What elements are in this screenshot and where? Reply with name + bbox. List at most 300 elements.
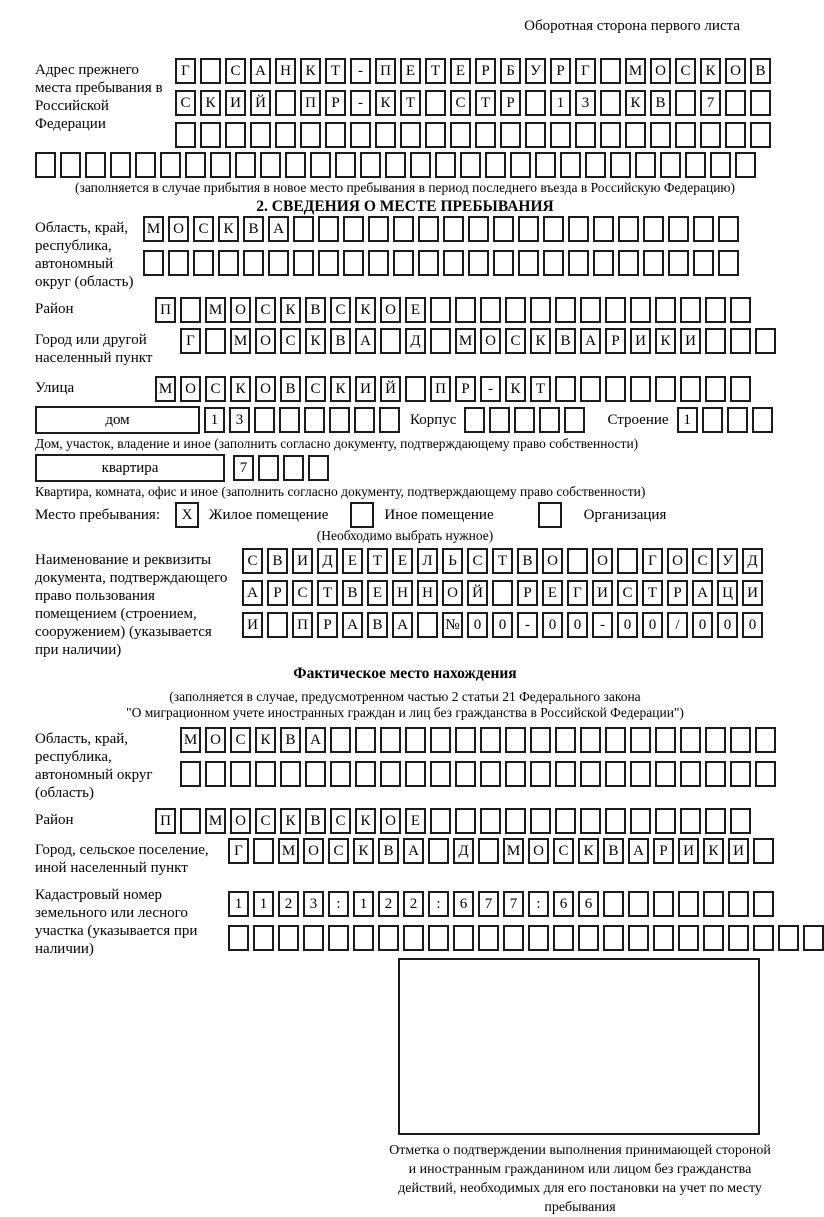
char-cell[interactable] — [530, 297, 551, 323]
char-cell[interactable]: М — [503, 838, 524, 864]
char-cell[interactable] — [393, 216, 414, 242]
char-cell[interactable]: 6 — [553, 891, 574, 917]
char-cell[interactable] — [267, 612, 288, 638]
char-cell[interactable]: В — [267, 548, 288, 574]
char-cell[interactable] — [500, 122, 521, 148]
char-cell[interactable]: В — [280, 376, 301, 402]
char-cell[interactable] — [260, 152, 281, 178]
char-cell[interactable]: К — [200, 90, 221, 116]
char-cell[interactable] — [593, 250, 614, 276]
char-cell[interactable] — [555, 761, 576, 787]
char-cell[interactable]: Р — [455, 376, 476, 402]
char-cell[interactable] — [730, 808, 751, 834]
char-cell[interactable]: О — [480, 328, 501, 354]
char-cell[interactable] — [350, 122, 371, 148]
char-cell[interactable]: С — [242, 548, 263, 574]
char-cell[interactable] — [705, 328, 726, 354]
char-cell[interactable]: 2 — [378, 891, 399, 917]
char-cell[interactable] — [530, 761, 551, 787]
char-cell[interactable]: Т — [642, 580, 663, 606]
char-cell[interactable]: И — [592, 580, 613, 606]
char-cell[interactable]: Р — [267, 580, 288, 606]
char-cell[interactable] — [368, 250, 389, 276]
char-cell[interactable] — [443, 216, 464, 242]
char-cell[interactable] — [680, 376, 701, 402]
char-cell[interactable] — [185, 152, 206, 178]
char-cell[interactable] — [530, 727, 551, 753]
char-cell[interactable]: В — [378, 838, 399, 864]
char-cell[interactable] — [778, 925, 799, 951]
char-cell[interactable]: С — [230, 727, 251, 753]
char-cell[interactable] — [555, 376, 576, 402]
char-cell[interactable] — [550, 122, 571, 148]
char-cell[interactable] — [668, 216, 689, 242]
char-cell[interactable]: Й — [380, 376, 401, 402]
char-cell[interactable]: О — [380, 297, 401, 323]
char-cell[interactable]: Т — [317, 580, 338, 606]
char-cell[interactable] — [528, 925, 549, 951]
char-cell[interactable] — [318, 250, 339, 276]
char-cell[interactable] — [753, 838, 774, 864]
char-cell[interactable]: Т — [475, 90, 496, 116]
char-cell[interactable]: 0 — [717, 612, 738, 638]
char-cell[interactable]: С — [330, 297, 351, 323]
char-cell[interactable]: В — [367, 612, 388, 638]
char-cell[interactable] — [693, 250, 714, 276]
char-cell[interactable] — [275, 90, 296, 116]
char-cell[interactable] — [605, 761, 626, 787]
char-cell[interactable]: Г — [180, 328, 201, 354]
char-cell[interactable]: И — [678, 838, 699, 864]
char-cell[interactable] — [703, 925, 724, 951]
char-cell[interactable] — [304, 407, 325, 433]
char-cell[interactable]: - — [592, 612, 613, 638]
char-cell[interactable] — [430, 328, 451, 354]
char-cell[interactable]: 1 — [204, 407, 225, 433]
char-cell[interactable] — [705, 297, 726, 323]
char-cell[interactable] — [555, 297, 576, 323]
char-cell[interactable]: Д — [453, 838, 474, 864]
char-cell[interactable] — [578, 925, 599, 951]
char-cell[interactable] — [180, 808, 201, 834]
char-cell[interactable] — [505, 761, 526, 787]
char-cell[interactable] — [617, 548, 638, 574]
char-cell[interactable] — [600, 58, 621, 84]
char-cell[interactable] — [660, 152, 681, 178]
char-cell[interactable] — [543, 216, 564, 242]
char-cell[interactable] — [343, 216, 364, 242]
char-cell[interactable]: 0 — [567, 612, 588, 638]
char-cell[interactable] — [510, 152, 531, 178]
char-cell[interactable] — [553, 925, 574, 951]
char-cell[interactable] — [430, 727, 451, 753]
char-cell[interactable] — [279, 407, 300, 433]
char-cell[interactable] — [705, 761, 726, 787]
char-cell[interactable]: М — [455, 328, 476, 354]
char-cell[interactable] — [680, 297, 701, 323]
char-cell[interactable]: В — [517, 548, 538, 574]
char-cell[interactable]: С — [692, 548, 713, 574]
char-cell[interactable] — [628, 925, 649, 951]
char-cell[interactable] — [730, 727, 751, 753]
char-cell[interactable]: А — [580, 328, 601, 354]
char-cell[interactable] — [435, 152, 456, 178]
char-cell[interactable]: О — [592, 548, 613, 574]
char-cell[interactable]: 0 — [542, 612, 563, 638]
char-cell[interactable]: К — [375, 90, 396, 116]
char-cell[interactable] — [489, 407, 510, 433]
char-cell[interactable] — [375, 122, 396, 148]
char-cell[interactable]: О — [650, 58, 671, 84]
char-cell[interactable]: Е — [450, 58, 471, 84]
char-cell[interactable]: 2 — [403, 891, 424, 917]
char-cell[interactable] — [525, 122, 546, 148]
char-cell[interactable]: Ц — [717, 580, 738, 606]
char-cell[interactable] — [730, 761, 751, 787]
char-cell[interactable] — [464, 407, 485, 433]
char-cell[interactable]: 6 — [578, 891, 599, 917]
char-cell[interactable]: 7 — [700, 90, 721, 116]
char-cell[interactable] — [735, 152, 756, 178]
char-cell[interactable]: С — [175, 90, 196, 116]
char-cell[interactable] — [210, 152, 231, 178]
char-cell[interactable]: К — [703, 838, 724, 864]
char-cell[interactable]: К — [700, 58, 721, 84]
char-cell[interactable] — [405, 727, 426, 753]
char-cell[interactable]: - — [350, 90, 371, 116]
char-cell[interactable]: Т — [367, 548, 388, 574]
char-cell[interactable] — [403, 925, 424, 951]
char-cell[interactable]: С — [675, 58, 696, 84]
char-cell[interactable]: 0 — [692, 612, 713, 638]
char-cell[interactable] — [630, 727, 651, 753]
char-cell[interactable]: 7 — [233, 455, 254, 481]
char-cell[interactable]: А — [242, 580, 263, 606]
char-cell[interactable] — [328, 925, 349, 951]
char-cell[interactable]: 1 — [677, 407, 698, 433]
char-cell[interactable] — [293, 250, 314, 276]
char-cell[interactable] — [585, 152, 606, 178]
char-cell[interactable]: 1 — [253, 891, 274, 917]
char-cell[interactable]: 7 — [478, 891, 499, 917]
char-cell[interactable] — [85, 152, 106, 178]
char-cell[interactable] — [218, 250, 239, 276]
char-cell[interactable] — [655, 808, 676, 834]
char-cell[interactable] — [580, 727, 601, 753]
char-cell[interactable] — [453, 925, 474, 951]
char-cell[interactable]: И — [680, 328, 701, 354]
char-cell[interactable] — [705, 376, 726, 402]
char-cell[interactable]: К — [300, 58, 321, 84]
char-cell[interactable] — [655, 376, 676, 402]
char-cell[interactable]: В — [650, 90, 671, 116]
char-cell[interactable]: И — [225, 90, 246, 116]
char-cell[interactable]: 3 — [229, 407, 250, 433]
char-cell[interactable]: Е — [342, 548, 363, 574]
char-cell[interactable]: Р — [317, 612, 338, 638]
char-cell[interactable]: С — [505, 328, 526, 354]
char-cell[interactable] — [693, 216, 714, 242]
char-cell[interactable] — [355, 761, 376, 787]
char-cell[interactable] — [455, 297, 476, 323]
char-cell[interactable] — [110, 152, 131, 178]
char-cell[interactable] — [605, 297, 626, 323]
char-cell[interactable]: А — [355, 328, 376, 354]
char-cell[interactable]: Н — [275, 58, 296, 84]
char-cell[interactable]: Н — [417, 580, 438, 606]
char-cell[interactable]: С — [255, 808, 276, 834]
char-cell[interactable] — [235, 152, 256, 178]
char-cell[interactable] — [360, 152, 381, 178]
char-cell[interactable] — [705, 727, 726, 753]
char-cell[interactable] — [628, 891, 649, 917]
char-cell[interactable] — [253, 838, 274, 864]
char-cell[interactable] — [428, 925, 449, 951]
char-cell[interactable] — [254, 407, 275, 433]
char-cell[interactable]: С — [205, 376, 226, 402]
char-cell[interactable] — [280, 761, 301, 787]
char-cell[interactable] — [655, 297, 676, 323]
char-cell[interactable]: Д — [742, 548, 763, 574]
char-cell[interactable] — [725, 90, 746, 116]
char-cell[interactable] — [478, 838, 499, 864]
char-cell[interactable]: Т — [400, 90, 421, 116]
char-cell[interactable]: Г — [228, 838, 249, 864]
char-cell[interactable] — [380, 328, 401, 354]
char-cell[interactable] — [700, 122, 721, 148]
char-cell[interactable] — [425, 122, 446, 148]
char-cell[interactable] — [653, 891, 674, 917]
char-cell[interactable]: О — [230, 297, 251, 323]
char-cell[interactable] — [180, 297, 201, 323]
char-cell[interactable]: И — [242, 612, 263, 638]
char-cell[interactable]: И — [742, 580, 763, 606]
char-cell[interactable]: - — [517, 612, 538, 638]
char-cell[interactable]: 0 — [617, 612, 638, 638]
char-cell[interactable]: О — [255, 376, 276, 402]
char-cell[interactable]: : — [528, 891, 549, 917]
char-cell[interactable] — [803, 925, 824, 951]
char-cell[interactable]: М — [278, 838, 299, 864]
char-cell[interactable]: Т — [425, 58, 446, 84]
char-cell[interactable]: 7 — [503, 891, 524, 917]
char-cell[interactable] — [175, 122, 196, 148]
char-cell[interactable] — [730, 376, 751, 402]
char-cell[interactable]: О — [442, 580, 463, 606]
char-cell[interactable]: Г — [575, 58, 596, 84]
char-cell[interactable]: О — [667, 548, 688, 574]
char-cell[interactable] — [417, 612, 438, 638]
char-cell[interactable]: С — [305, 376, 326, 402]
char-cell[interactable] — [243, 250, 264, 276]
char-cell[interactable]: И — [728, 838, 749, 864]
char-cell[interactable]: Е — [367, 580, 388, 606]
char-cell[interactable] — [275, 122, 296, 148]
char-cell[interactable]: В — [330, 328, 351, 354]
char-cell[interactable]: К — [330, 376, 351, 402]
char-cell[interactable] — [505, 297, 526, 323]
char-cell[interactable]: П — [155, 808, 176, 834]
char-cell[interactable]: М — [180, 727, 201, 753]
char-cell[interactable] — [635, 152, 656, 178]
char-cell[interactable]: С — [292, 580, 313, 606]
char-cell[interactable]: А — [268, 216, 289, 242]
char-cell[interactable] — [564, 407, 585, 433]
char-cell[interactable] — [668, 250, 689, 276]
char-cell[interactable] — [680, 808, 701, 834]
char-cell[interactable]: Е — [400, 58, 421, 84]
char-cell[interactable] — [258, 455, 279, 481]
char-cell[interactable]: П — [430, 376, 451, 402]
char-cell[interactable]: 1 — [353, 891, 374, 917]
char-cell[interactable] — [718, 216, 739, 242]
char-cell[interactable] — [492, 580, 513, 606]
char-cell[interactable] — [425, 90, 446, 116]
char-cell[interactable] — [580, 808, 601, 834]
char-cell[interactable] — [514, 407, 535, 433]
char-cell[interactable]: В — [750, 58, 771, 84]
char-cell[interactable] — [478, 925, 499, 951]
char-cell[interactable] — [625, 122, 646, 148]
char-cell[interactable]: К — [655, 328, 676, 354]
char-cell[interactable] — [725, 122, 746, 148]
char-cell[interactable]: М — [205, 297, 226, 323]
char-cell[interactable] — [468, 216, 489, 242]
char-cell[interactable] — [450, 122, 471, 148]
char-cell[interactable]: Г — [642, 548, 663, 574]
char-cell[interactable] — [475, 122, 496, 148]
char-cell[interactable] — [568, 216, 589, 242]
char-cell[interactable]: К — [355, 808, 376, 834]
char-cell[interactable]: - — [480, 376, 501, 402]
char-cell[interactable]: С — [330, 808, 351, 834]
char-cell[interactable]: О — [255, 328, 276, 354]
char-cell[interactable]: У — [525, 58, 546, 84]
char-cell[interactable]: Т — [530, 376, 551, 402]
char-cell[interactable] — [368, 216, 389, 242]
char-cell[interactable] — [330, 761, 351, 787]
char-cell[interactable] — [618, 250, 639, 276]
char-cell[interactable] — [300, 122, 321, 148]
char-cell[interactable]: И — [292, 548, 313, 574]
char-cell[interactable] — [505, 727, 526, 753]
char-cell[interactable] — [535, 152, 556, 178]
char-cell[interactable] — [380, 761, 401, 787]
char-cell[interactable] — [193, 250, 214, 276]
char-cell[interactable] — [493, 216, 514, 242]
char-cell[interactable] — [205, 328, 226, 354]
char-cell[interactable]: М — [205, 808, 226, 834]
char-cell[interactable]: А — [342, 612, 363, 638]
char-cell[interactable] — [600, 122, 621, 148]
char-cell[interactable] — [35, 152, 56, 178]
char-cell[interactable] — [755, 328, 776, 354]
char-cell[interactable]: Г — [567, 580, 588, 606]
char-cell[interactable]: / — [667, 612, 688, 638]
char-cell[interactable]: Е — [392, 548, 413, 574]
char-cell[interactable] — [630, 297, 651, 323]
checkbox-residential[interactable]: X — [175, 502, 199, 528]
char-cell[interactable]: : — [428, 891, 449, 917]
char-cell[interactable]: А — [392, 612, 413, 638]
char-cell[interactable]: К — [625, 90, 646, 116]
char-cell[interactable]: М — [230, 328, 251, 354]
char-cell[interactable] — [410, 152, 431, 178]
char-cell[interactable]: 0 — [467, 612, 488, 638]
char-cell[interactable] — [605, 808, 626, 834]
char-cell[interactable] — [730, 297, 751, 323]
char-cell[interactable]: В — [342, 580, 363, 606]
char-cell[interactable]: : — [328, 891, 349, 917]
char-cell[interactable] — [580, 376, 601, 402]
char-cell[interactable] — [605, 376, 626, 402]
char-cell[interactable] — [580, 761, 601, 787]
char-cell[interactable] — [355, 727, 376, 753]
char-cell[interactable]: К — [230, 376, 251, 402]
char-cell[interactable]: М — [625, 58, 646, 84]
char-cell[interactable]: Р — [550, 58, 571, 84]
char-cell[interactable] — [293, 216, 314, 242]
char-cell[interactable]: В — [305, 297, 326, 323]
char-cell[interactable] — [443, 250, 464, 276]
char-cell[interactable] — [603, 925, 624, 951]
char-cell[interactable] — [430, 297, 451, 323]
char-cell[interactable] — [385, 152, 406, 178]
char-cell[interactable] — [718, 250, 739, 276]
char-cell[interactable]: 0 — [492, 612, 513, 638]
char-cell[interactable] — [310, 152, 331, 178]
char-cell[interactable] — [379, 407, 400, 433]
char-cell[interactable]: Р — [517, 580, 538, 606]
char-cell[interactable]: А — [250, 58, 271, 84]
char-cell[interactable]: С — [280, 328, 301, 354]
char-cell[interactable] — [418, 216, 439, 242]
char-cell[interactable] — [728, 891, 749, 917]
char-cell[interactable] — [480, 761, 501, 787]
char-cell[interactable]: Й — [467, 580, 488, 606]
char-cell[interactable] — [675, 122, 696, 148]
char-cell[interactable] — [705, 808, 726, 834]
char-cell[interactable]: 2 — [278, 891, 299, 917]
char-cell[interactable] — [200, 58, 221, 84]
char-cell[interactable] — [643, 216, 664, 242]
char-cell[interactable] — [543, 250, 564, 276]
char-cell[interactable] — [703, 891, 724, 917]
char-cell[interactable]: Р — [667, 580, 688, 606]
char-cell[interactable]: А — [692, 580, 713, 606]
char-cell[interactable]: М — [143, 216, 164, 242]
char-cell[interactable] — [418, 250, 439, 276]
char-cell[interactable]: 3 — [575, 90, 596, 116]
char-cell[interactable] — [330, 727, 351, 753]
char-cell[interactable]: К — [218, 216, 239, 242]
char-cell[interactable] — [228, 925, 249, 951]
char-cell[interactable]: К — [353, 838, 374, 864]
char-cell[interactable]: Д — [405, 328, 426, 354]
char-cell[interactable] — [135, 152, 156, 178]
char-cell[interactable] — [343, 250, 364, 276]
char-cell[interactable] — [678, 925, 699, 951]
char-cell[interactable] — [575, 122, 596, 148]
char-cell[interactable]: П — [300, 90, 321, 116]
char-cell[interactable]: С — [255, 297, 276, 323]
char-cell[interactable] — [680, 761, 701, 787]
char-cell[interactable] — [180, 761, 201, 787]
char-cell[interactable]: И — [630, 328, 651, 354]
char-cell[interactable] — [593, 216, 614, 242]
char-cell[interactable] — [428, 838, 449, 864]
char-cell[interactable] — [518, 216, 539, 242]
